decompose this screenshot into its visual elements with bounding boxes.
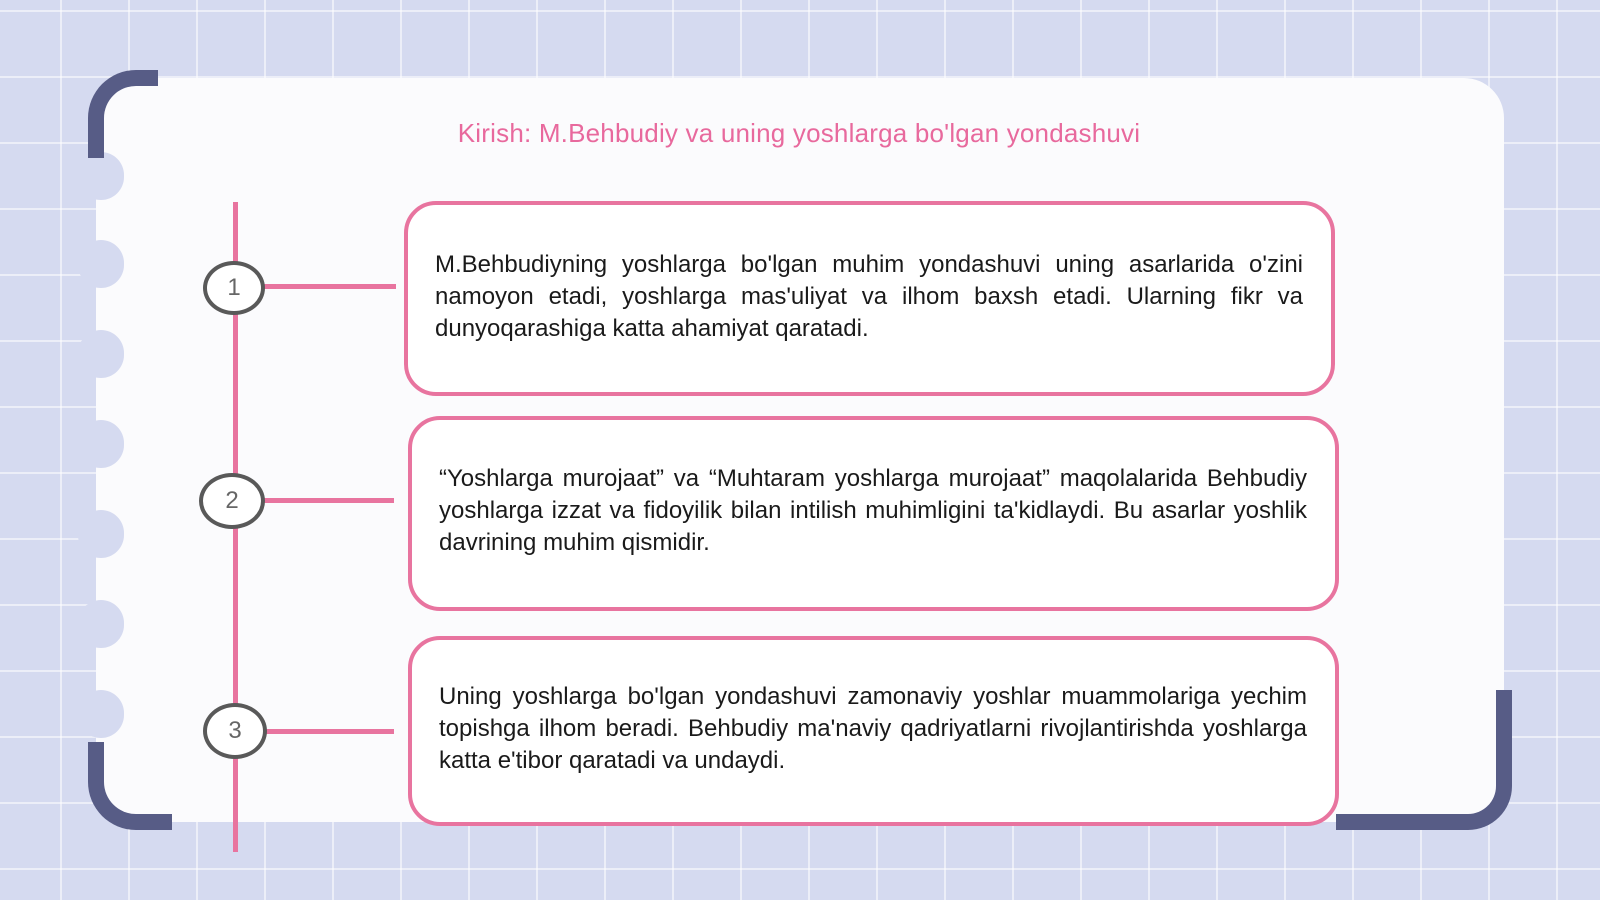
notebook-hole [78, 690, 124, 738]
step-card [408, 416, 1339, 611]
step-number-circle: 3 [203, 703, 267, 759]
step-number-circle: 1 [203, 261, 265, 315]
step-text: M.Behbudiyning yoshlarga bo'lgan muhim yondashuvi uning asarlarida o'zini namoyon etadi, yoshlarga mas'uliyat va ilhom baxsh etadi. Ularning fikr va dunyoqarashiga katta ahamiyat qaratadi. [435, 250, 1303, 342]
notebook-hole [78, 240, 124, 288]
step-card [404, 201, 1335, 396]
timeline-connector [262, 284, 396, 289]
step-text: “Yoshlarga murojaat” va “Muhtaram yoshlarga murojaat” maqolalarida Behbudiy yoshlarga izzat va fidoyilik bilan intilish muhimligini ta'kidlaydi. Bu asarlar yoshlik davrining muhim qismidir. [439, 464, 1307, 556]
notebook-hole [78, 152, 124, 200]
notebook-hole [78, 510, 124, 558]
slide-title: Kirish: M.Behbudiy va uning yoshlarga bo'lgan yondashuvi [457, 118, 1141, 148]
timeline-connector [265, 729, 394, 734]
notebook-hole [78, 600, 124, 648]
timeline-connector [260, 498, 394, 503]
notebook-hole [78, 330, 124, 378]
step-card [408, 636, 1339, 826]
step-number-circle: 2 [199, 473, 265, 529]
notebook-hole [78, 420, 124, 468]
frame-corner-bottom-right [1336, 690, 1512, 830]
frame-corner-bottom-left [88, 742, 172, 830]
step-text: Uning yoshlarga bo'lgan yondashuvi zamonaviy yoshlar muammolariga yechim topishga ilhom beradi. Behbudiy ma'naviy qadriyatlarni rivojlantirishda yoshlarga katta e'tibor qaratadi va undaydi. [439, 683, 1307, 774]
